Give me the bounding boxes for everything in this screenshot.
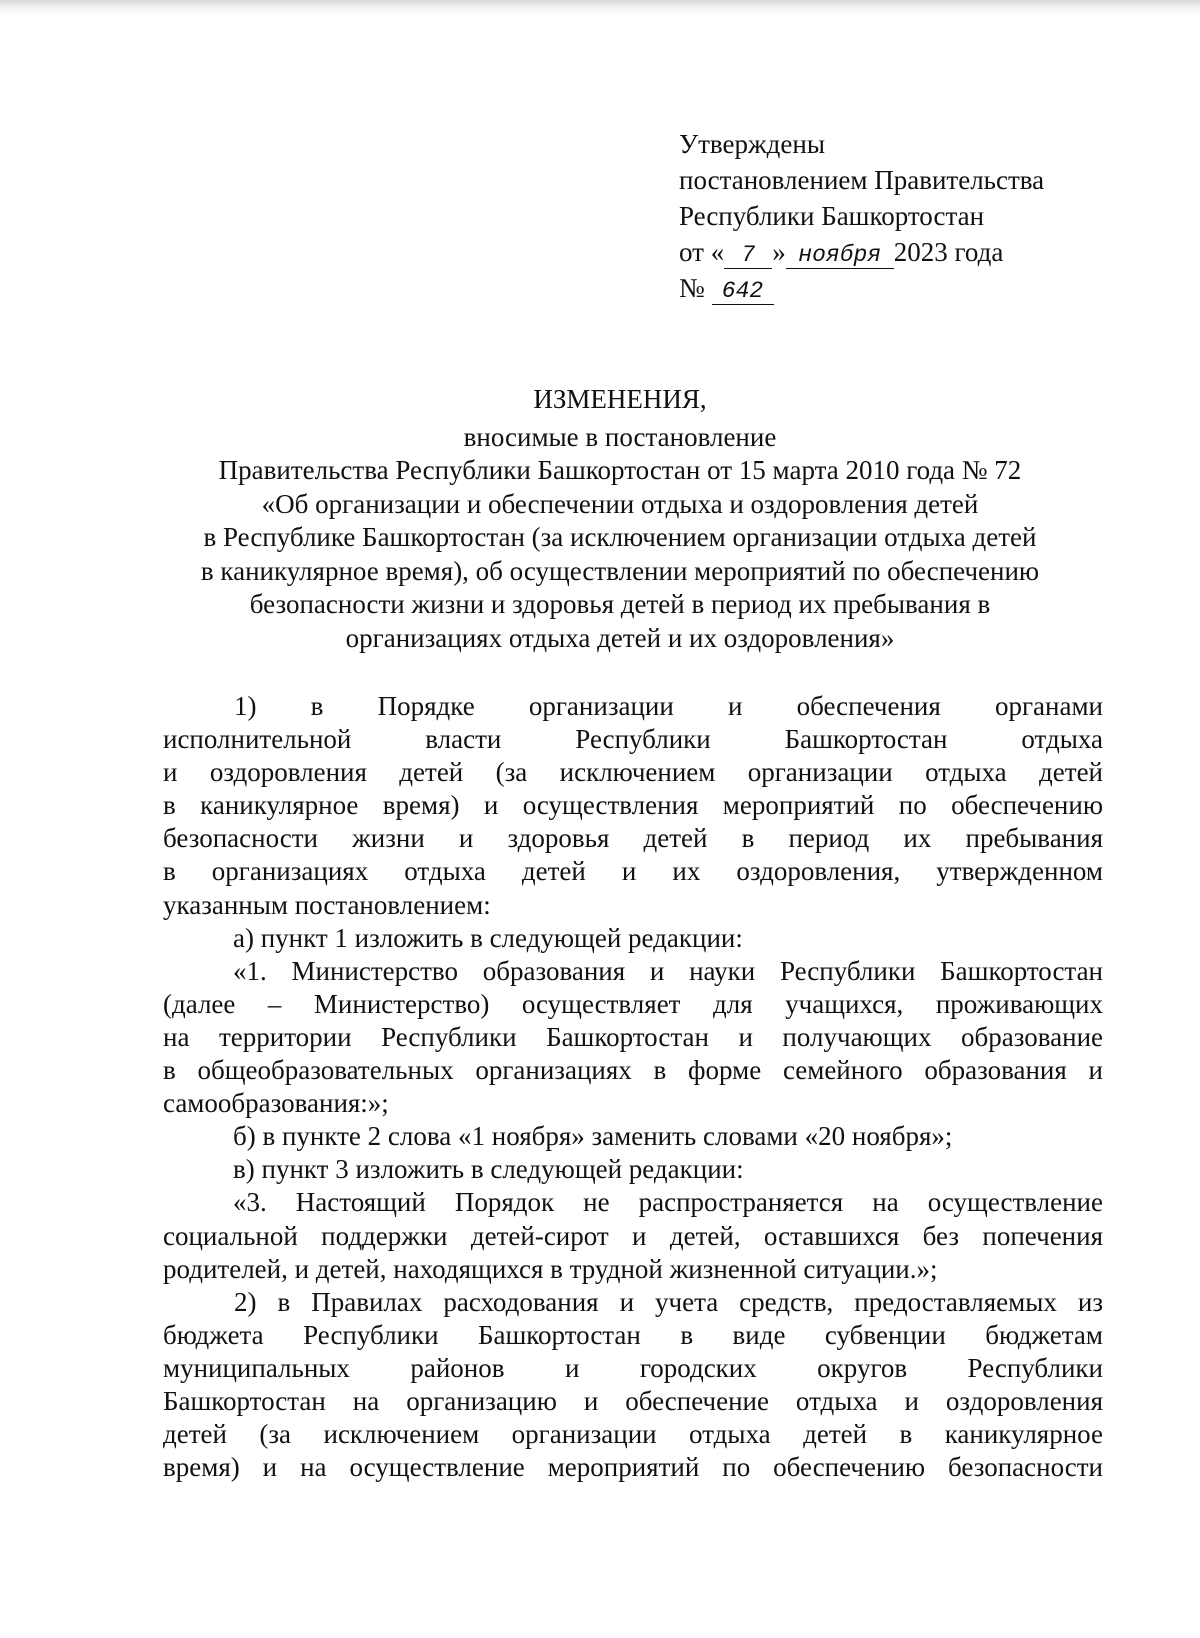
body-line: б) в пункте 2 слова «1 ноября» заменить словами «20 ноября»; xyxy=(233,1121,953,1152)
body-line: в каникулярное время) и осуществления мероприятий по обеспечению xyxy=(163,790,1103,821)
body-line: Башкортостан на организацию и обеспечение отдыха и оздоровления xyxy=(163,1385,1103,1416)
heading-line: «Об организации и обеспечении отдыха и оздоровления детей xyxy=(261,488,979,519)
body-line: в организациях отдыха детей и их оздоровления, утвержденном xyxy=(163,856,1103,887)
body-line: детей (за исключением организации отдыха детей в каникулярное xyxy=(163,1419,1103,1450)
heading-title: ИЗМЕНЕНИЯ, xyxy=(533,384,707,414)
body-line: в общеобразовательных организациях в форме семейного образования и xyxy=(163,1055,1103,1086)
number-handwritten: 642 xyxy=(712,278,774,305)
heading-line: безопасности жизни и здоровья детей в период их пребывания в xyxy=(249,589,991,619)
scan-edge xyxy=(0,0,1200,16)
date-mid: » xyxy=(772,237,786,267)
heading-line: организациях отдыха детей и их оздоровления» xyxy=(345,622,895,653)
approval-stamp-block xyxy=(679,126,1044,306)
document-heading xyxy=(140,383,1100,655)
approval-date xyxy=(679,234,1044,270)
body-line: социальной поддержки детей-сирот и детей, оставшихся без попечения xyxy=(163,1220,1103,1251)
body-line: и оздоровления детей (за исключением организации отдыха детей xyxy=(163,757,1103,788)
approval-line: Утверждены xyxy=(679,129,825,159)
body-line: самообразования:»; xyxy=(163,1088,389,1119)
heading-line: в каникулярное время), об осуществлении мероприятий по обеспечению xyxy=(200,555,1040,586)
approval-line: постановлением Правительства xyxy=(679,165,1045,195)
body-line: указанным постановлением: xyxy=(163,889,491,920)
body-line: время) и на осуществление мероприятий по обеспечению безопасности xyxy=(163,1452,1103,1483)
body-line: муниципальных районов и городских округов Республики xyxy=(163,1352,1103,1383)
body-line: безопасности жизни и здоровья детей в период их пребывания xyxy=(163,823,1103,854)
body-line: 2) в Правилах расходования и учета средств, предоставляемых из xyxy=(234,1286,1103,1317)
heading-line: вносимые в постановление xyxy=(463,421,777,452)
number-prefix: № xyxy=(679,273,705,303)
body-line: родителей, и детей, находящихся в трудной жизненной ситуации.»; xyxy=(163,1253,938,1284)
body-line: «1. Министерство образования и науки Республики Башкортостан xyxy=(233,955,1103,986)
date-suffix: 2023 года xyxy=(893,237,1004,267)
body-line: бюджета Республики Башкортостан в виде субвенции бюджетам xyxy=(163,1319,1103,1350)
body-line: 1) в Порядке организации и обеспечения органами xyxy=(234,691,1103,721)
body-line: а) пункт 1 изложить в следующей редакции: xyxy=(233,922,743,953)
heading-line: Правительства Республики Башкортостан от 15 марта 2010 года № 72 xyxy=(218,455,1022,485)
date-month-handwritten: ноября xyxy=(786,242,894,269)
heading-line: в Республике Башкортостан (за исключением организации отдыха детей xyxy=(203,522,1037,552)
body-line: (далее – Министерство) осуществляет для учащихся, проживающих xyxy=(163,988,1103,1019)
body-line: исполнительной власти Республики Башкортостан отдыха xyxy=(163,724,1103,755)
body-line: в) пункт 3 изложить в следующей редакции: xyxy=(233,1154,744,1185)
body-line: на территории Республики Башкортостан и получающих образование xyxy=(163,1021,1103,1052)
approval-line: Республики Башкортостан xyxy=(679,201,985,231)
body-line: «3. Настоящий Порядок не распространяется на осуществление xyxy=(233,1187,1103,1218)
date-prefix: от « xyxy=(679,237,725,267)
document-body xyxy=(163,690,1103,1484)
date-day-handwritten: 7 xyxy=(724,242,772,269)
approval-number xyxy=(679,270,1044,306)
